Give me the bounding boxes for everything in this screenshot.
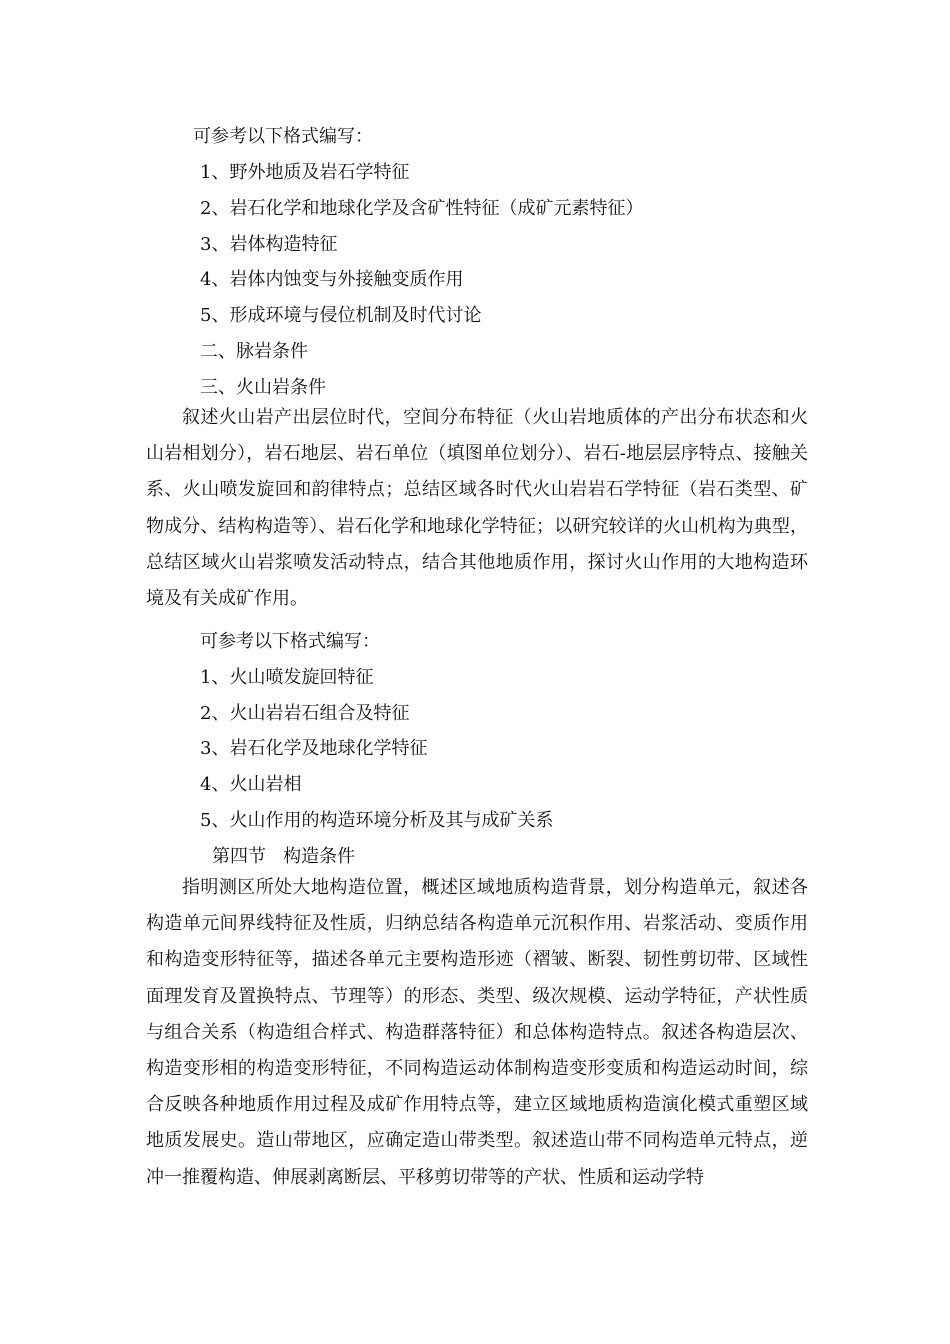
list-item: 3、岩体构造特征 bbox=[200, 234, 338, 255]
list-item: 3、岩石化学及地球化学特征 bbox=[200, 738, 428, 759]
list-item: 2、火山岩岩石组合及特征 bbox=[200, 703, 410, 724]
list-item: 2、岩石化学和地球化学及含矿性特征（成矿元素特征） bbox=[200, 198, 644, 219]
volcanic-paragraph: 叙述火山岩产出层位时代，空间分布特征（火山岩地质体的产出分布状态和火山岩相划分），岩石地层、岩石单位（填图单位划分）、岩石-地层层序特点、接触关系、火山喷发旋回和韵律特点；总结区域各时代火山岩岩石学特征（岩石类型、矿物成分、结构构造等）、岩石化学和地球化学特征；以研究较详的火山机构为典型，总结区域火山岩浆喷发活动特点，结合其他地质作用，探讨火山作用的大地构造环境及有关成矿作用。 bbox=[146, 407, 808, 610]
format-note: 可参考以下格式编写： bbox=[193, 126, 373, 147]
structure-paragraph: 指明测区所处大地构造位置，概述区域地质构造背景，划分构造单元，叙述各构造单元间界线特征及性质，归纳总结各构造单元沉积作用、岩浆活动、变质作用和构造变形特征等，描述各单元主要构造形迹（褶皱、断裂、韧性剪切带、区域性面理发育及置换特点、节理等）的形态、类型、级次规模、运动学特征，产状性质与组合关系（构造组合样式、构造群落特征）和总体构造特点。叙述各构造层次、构造变形相的构造变形特征，不同构造运动体制构造变形变质和构造运动时间，综合反映各种地质作用过程及成矿作用特点等，建立区域地质构造演化模式重塑区域地质发展史。造山带地区，应确定造山带类型。叙述造山带不同构造单元特点，逆冲一推覆构造、伸展剥离断层、平移剪切带等的产状、性质和运动学特 bbox=[146, 877, 808, 1188]
list-item: 4、火山岩相 bbox=[200, 774, 302, 795]
section-heading: 第四节 构造条件 bbox=[212, 846, 356, 867]
heading-volcanic: 三、火山岩条件 bbox=[200, 377, 326, 398]
list-item: 1、野外地质及岩石学特征 bbox=[200, 162, 410, 183]
heading-dike: 二、脉岩条件 bbox=[200, 341, 308, 362]
list-item: 5、形成环境与侵位机制及时代讨论 bbox=[200, 305, 482, 326]
format-note: 可参考以下格式编写： bbox=[200, 631, 380, 652]
list-item: 1、火山喷发旋回特征 bbox=[200, 667, 374, 688]
list-item: 5、火山作用的构造环境分析及其与成矿关系 bbox=[200, 810, 554, 831]
list-item: 4、岩体内蚀变与外接触变质作用 bbox=[200, 269, 464, 290]
